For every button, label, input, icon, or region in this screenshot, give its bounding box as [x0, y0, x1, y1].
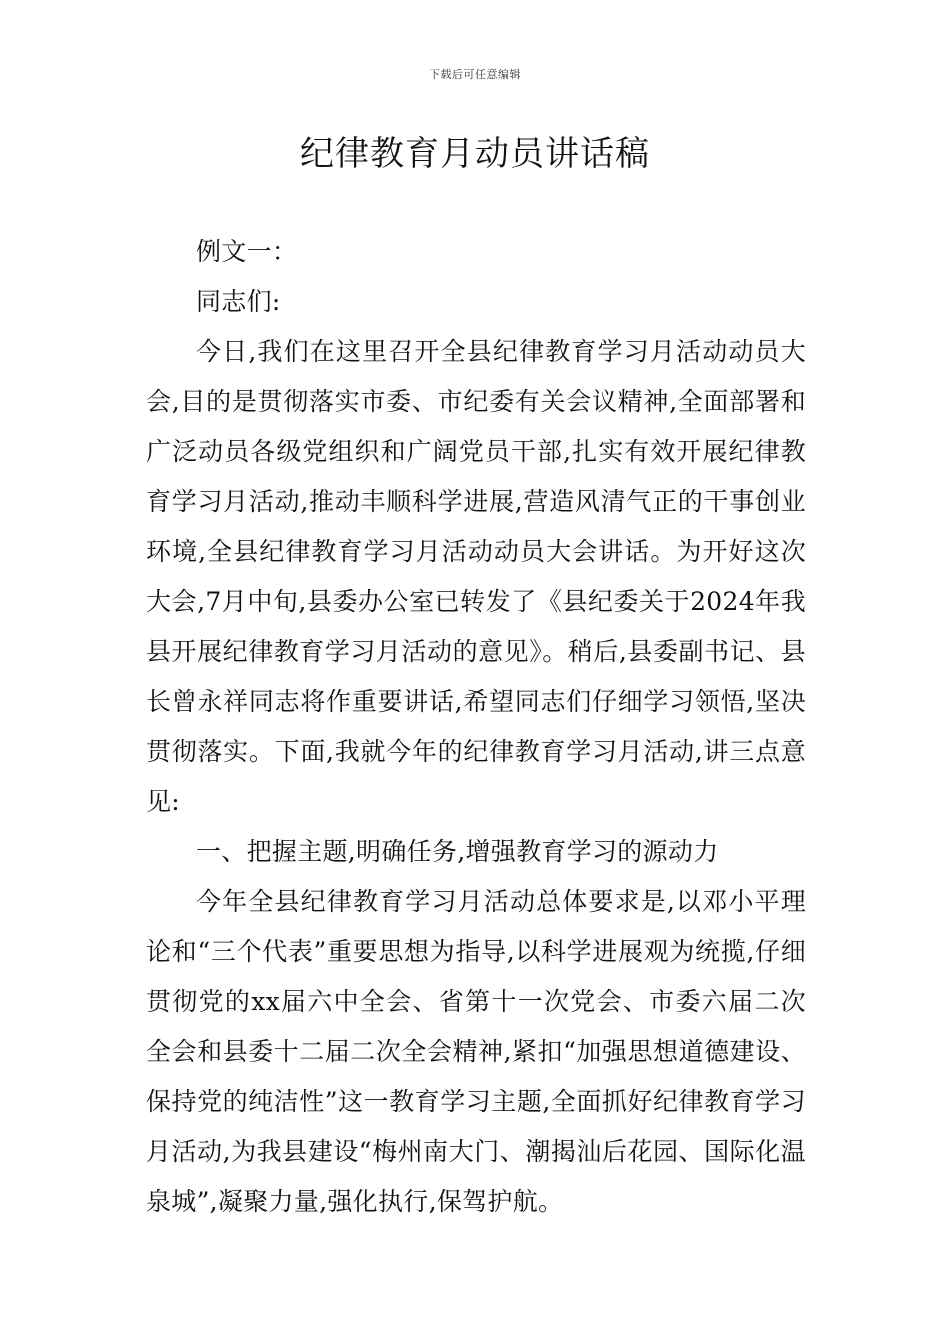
paragraph-section-body: 今年全县纪律教育学习月活动总体要求是,以邓小平理论和“三个代表”重要思想为指导,以科学进展观为统揽,仔细贯彻党的xx届六中全会、省第十一次党会、市委六届二次全会和县委十二届二次全会精神,紧扣“加强思想道德建设、保持党的纯洁性”这一教育学习主题,全面抓好纪律教育学习月活动,为我县建设“梅州南大门、潮揭汕后花园、国际化温泉城”,凝聚力量,强化执行,保驾护航。 [146, 887, 806, 1216]
document-body [146, 227, 806, 1227]
document-title: 纪律教育月动员讲话稿 [300, 134, 650, 174]
header-note: 下载后可任意编辑 [429, 68, 521, 81]
paragraph-salutation: 同志们: [196, 287, 281, 316]
paragraph-intro: 今日,我们在这里召开全县纪律教育学习月活动动员大会,目的是贯彻落实市委、市纪委有关会议精神,全面部署和广泛动员各级党组织和广阔党员干部,扎实有效开展纪律教育学习月活动,推动丰顺科学进展,营造风清气正的干事创业环境,全县纪律教育学习月活动动员大会讲话。为开好这次大会,7月中旬,县委办公室已转发了《县纪委关于2024年我县开展纪律教育学习月活动的意见》。稍后,县委副书记、县长曾永祥同志将作重要讲话,希望同志们仔细学习领悟,坚决贯彻落实。下面,我就今年的纪律教育学习月活动,讲三点意见: [146, 337, 806, 816]
paragraph-example-label: 例文一： [196, 237, 298, 266]
section-heading: 一、把握主题,明确任务,增强教育学习的源动力 [196, 837, 719, 866]
